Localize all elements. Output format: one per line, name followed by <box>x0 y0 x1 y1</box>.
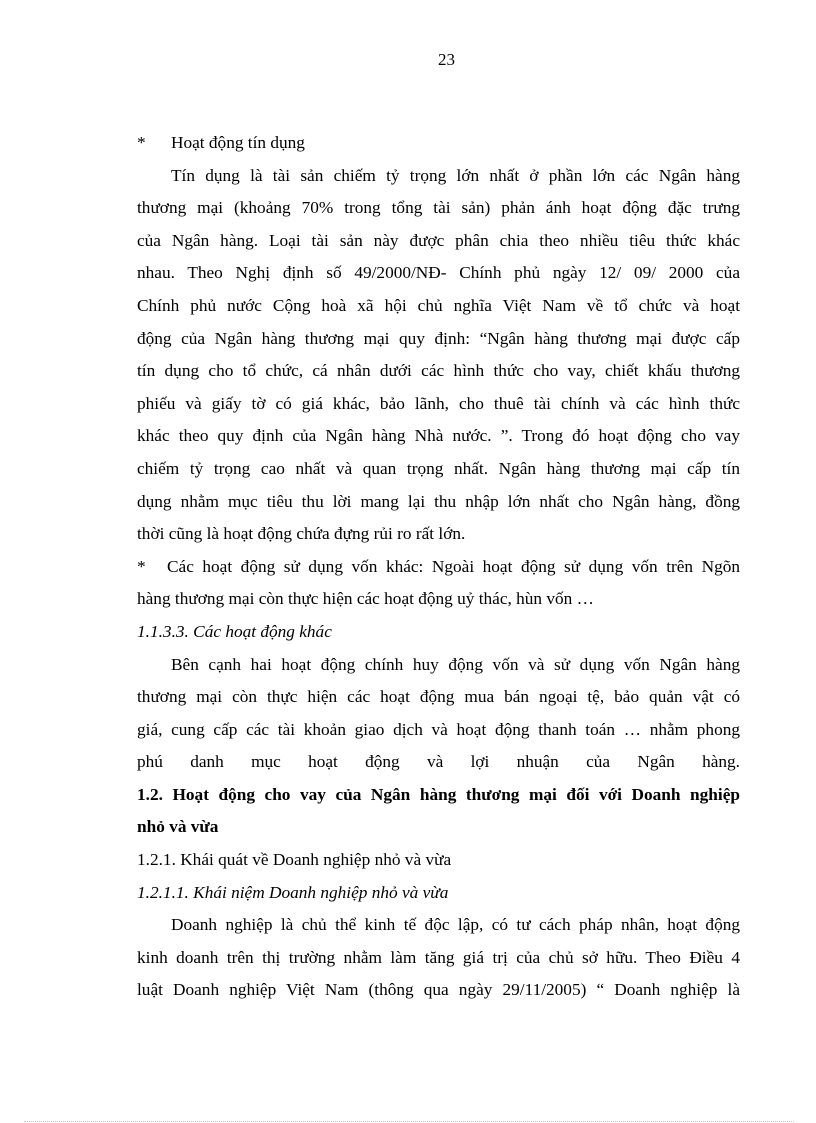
paragraph-line: nhau. Theo Nghị định số 49/2000/NĐ- Chính phủ ngày 12/ 09/ 2000 của <box>137 263 740 283</box>
paragraph-line <box>137 551 740 584</box>
page-number: 23 <box>438 50 455 69</box>
paragraph-line: hàng thương mại còn thực hiện các hoạt động uỷ thác, hùn vốn … <box>137 589 594 609</box>
paragraph-line: phú danh mục hoạt động và lợi nhuận của Ngân hàng. <box>137 752 740 772</box>
credit-heading-text: Hoạt động tín dụng <box>171 133 305 152</box>
paragraph-line: Chính phủ nước Cộng hoà xã hội chủ nghĩa Việt Nam về tổ chức và hoạt <box>137 295 740 315</box>
other-activities-paragraph <box>137 649 740 779</box>
bullet-star: * <box>137 133 146 152</box>
bullet-star: * <box>137 556 146 576</box>
paragraph-line: giá, cung cấp các tài khoản giao dịch và hoạt động thanh toán … nhằm phong <box>137 719 740 739</box>
section-heading-line: 1.2. Hoạt động cho vay của Ngân hàng thương mại đối với Doanh nghiệp <box>137 784 740 804</box>
paragraph-line: thời cũng là hoạt động chứa đựng rủi ro rất lớn. <box>137 524 466 544</box>
paragraph-line: Tín dụng là tài sản chiếm tỷ trọng lớn nhất ở phần lớn các Ngân hàng <box>171 165 740 185</box>
paragraph-line: thương mại (khoảng 70% trong tổng tài sản) phản ánh hoạt động đặc trưng <box>137 198 740 218</box>
other-use-paragraph <box>137 551 740 616</box>
subsection-heading: 1.1.3.3. Các hoạt động khác <box>137 621 332 641</box>
credit-heading <box>137 127 740 160</box>
credit-paragraph <box>137 160 740 551</box>
other-use-line-text: Các hoạt động sử dụng vốn khác: Ngoài hoạt động sử dụng vốn trên Ngõn <box>167 556 740 576</box>
paragraph-line: Bên cạnh hai hoạt động chính huy động vốn và sử dụng vốn Ngân hàng <box>171 654 740 674</box>
paragraph-line: của Ngân hàng. Loại tài sản này được phân chia theo nhiều tiêu thức khác <box>137 230 740 250</box>
enterprise-paragraph <box>137 909 740 1007</box>
paragraph-line: kinh doanh trên thị trường nhằm làm tăng giá trị của chủ sở hữu. Theo Điều 4 <box>137 947 740 967</box>
paragraph-line: tín dụng cho tổ chức, cá nhân dưới các hình thức cho vay, chiết khấu thương <box>137 361 740 381</box>
section-1-2-1-heading: 1.2.1. Khái quát về Doanh nghiệp nhỏ và vừa <box>137 850 452 870</box>
section-1-2-heading <box>137 779 740 844</box>
paragraph-line: Doanh nghiệp là chủ thể kinh tế độc lập, có tư cách pháp nhân, hoạt động <box>171 915 740 935</box>
paragraph-line: chiếm tỷ trọng cao nhất và quan trọng nhất. Ngân hàng thương mại cấp tín <box>137 458 740 478</box>
page-bottom-divider <box>24 1121 794 1122</box>
section-heading-line: nhỏ và vừa <box>137 817 219 837</box>
paragraph-line: thương mại còn thực hiện các hoạt động mua bán ngoại tệ, bảo quản vật có <box>137 687 740 707</box>
paragraph-line: phiếu và giấy tờ có giá khác, bảo lãnh, cho thuê tài chính và các hình thức <box>137 393 740 413</box>
document-body <box>137 127 740 1007</box>
paragraph-line: động của Ngân hàng thương mại quy định: “Ngân hàng thương mại được cấp <box>137 328 740 348</box>
paragraph-line: dụng nhằm mục tiêu thu lời mang lại thu nhập lớn nhất cho Ngân hàng, đồng <box>137 491 740 511</box>
section-1-2-1-1-heading: 1.2.1.1. Khái niệm Doanh nghiệp nhỏ và vừa <box>137 882 449 902</box>
paragraph-line: luật Doanh nghiệp Việt Nam (thông qua ngày 29/11/2005) “ Doanh nghiệp là <box>137 980 740 1000</box>
paragraph-line: khác theo quy định của Ngân hàng Nhà nước. ”. Trong đó hoạt động cho vay <box>137 426 740 446</box>
